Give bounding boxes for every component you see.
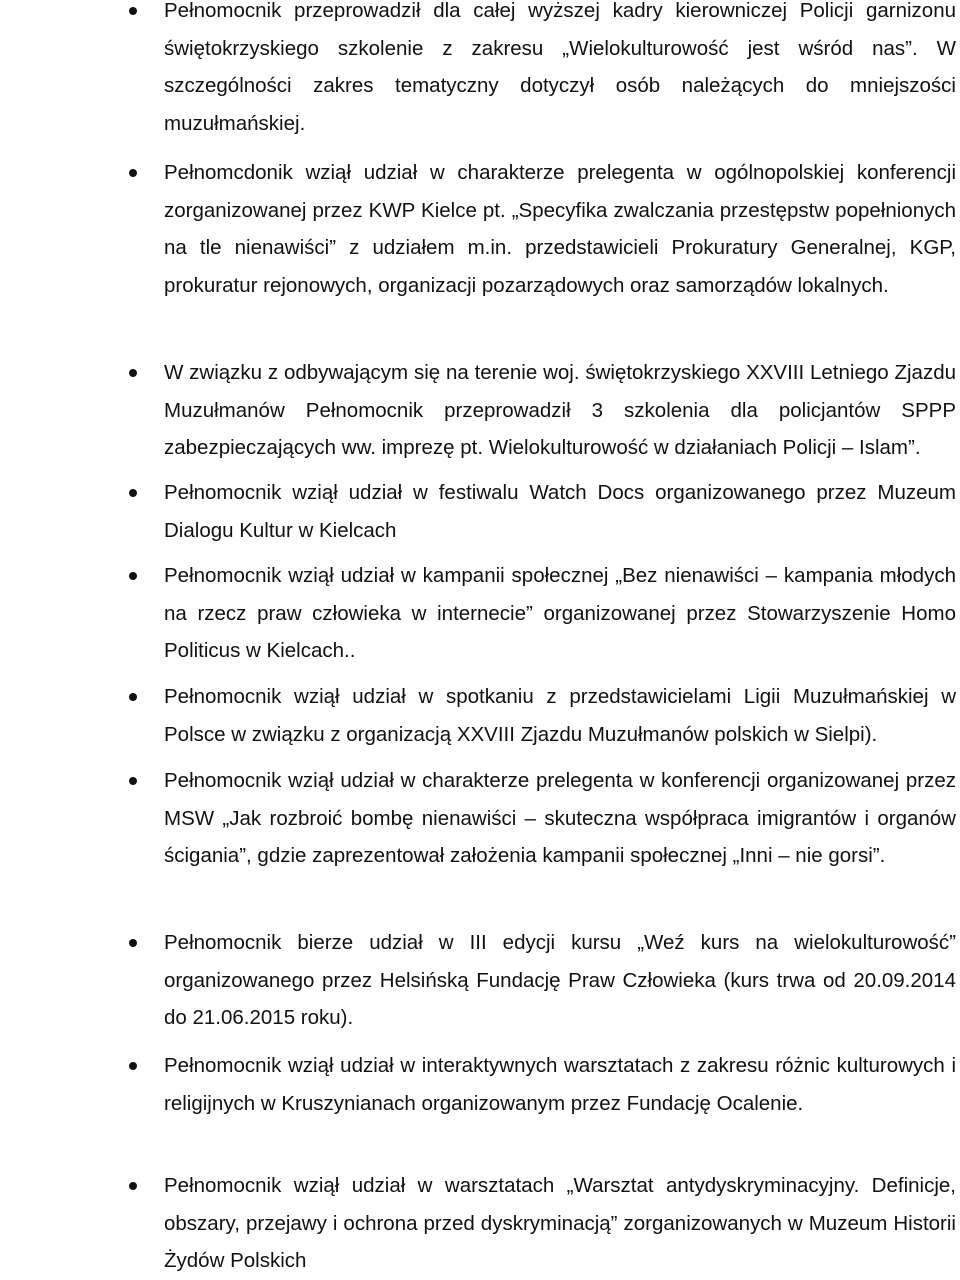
list-item-text: Pełnomocnik wziął udział w charakterze prelegenta w konferencji organizowanej przez MSW „Jak rozbroić bombę nienawiści – skuteczna współpraca imigrantów i organów ścigania”, gdzie zaprezentował założenia kampanii społecznej „Inni – nie gorsi”. [164, 769, 956, 867]
bullet-icon [129, 369, 137, 377]
list-item [164, 557, 956, 670]
list-item-text: Pełnomocnik bierze udział w III edycji kursu „Weź kurs na wielokulturowość” organizowanego przez Helsińską Fundację Praw Człowieka (kurs trwa od 20.09.2014 do 21.06.2015 roku). [164, 931, 956, 1029]
list-item-text: Pełnomocnik wziął udział w interaktywnych warsztatach z zakresu różnic kulturowych i religijnych w Kruszynianach organizowanym przez Fundację Ocalenie. [164, 1054, 956, 1115]
bullet-icon [129, 1182, 137, 1190]
bullet-icon [129, 693, 137, 701]
bullet-icon [129, 1062, 137, 1070]
bullet-icon [129, 7, 137, 15]
list-item-text: Pełnomcdonik wziął udział w charakterze prelegenta w ogólnopolskiej konferencji zorganizowanej przez KWP Kielce pt. „Specyfika zwalczania przestępstw popełnionych na tle nienawiści” z udziałem m.in. przedstawicieli Prokuratury Generalnej, KGP, prokuratur rejonowych, organizacji pozarządowych oraz samorządów lokalnych. [164, 161, 956, 297]
bullet-icon [129, 572, 137, 580]
list-item-text: W związku z odbywającym się na terenie woj. świętokrzyskiego XXVIII Letniego Zjazdu Muzułmanów Pełnomocnik przeprowadził 3 szkolenia dla policjantów SPPP zabezpieczających ww. imprezę pt. Wielokulturowość w działaniach Policji – Islam”. [164, 361, 956, 459]
list-item [164, 924, 956, 1037]
list-item-text: Pełnomocnik przeprowadził dla całej wyższej kadry kierowniczej Policji garnizonu świętokrzyskiego szkolenie z zakresu „Wielokulturowość jest wśród nas”. W szczególności zakres tematyczny dotyczył osób należących do mniejszości muzułmańskiej. [164, 0, 956, 135]
list-item-text: Pełnomocnik wziął udział w spotkaniu z przedstawicielami Ligii Muzułmańskiej w Polsce w związku z organizacją XXVIII Zjazdu Muzułmanów polskich w Sielpi). [164, 685, 956, 746]
list-item [164, 678, 956, 753]
list-item [164, 474, 956, 549]
list-item [164, 354, 956, 467]
bullet-icon [129, 169, 137, 177]
list-item-text: Pełnomocnik wziął udział w kampanii społecznej „Bez nienawiści – kampania młodych na rzecz praw człowieka w internecie” organizowanej przez Stowarzyszenie Homo Politicus w Kielcach.. [164, 564, 956, 662]
bullet-icon [129, 777, 137, 785]
list-item-text: Pełnomocnik wziął udział w festiwalu Watch Docs organizowanego przez Muzeum Dialogu Kultur w Kielcach [164, 481, 956, 542]
list-item [164, 154, 956, 304]
list-item [164, 1047, 956, 1122]
list-item [164, 0, 956, 142]
list-item-text: Pełnomocnik wziął udział w warsztatach „Warsztat antydyskryminacyjny. Definicje, obszary, przejawy i ochrona przed dyskryminacją” zorganizowanych w Muzeum Historii Żydów Polskich [164, 1174, 956, 1272]
list-item [164, 762, 956, 875]
bullet-icon [129, 939, 137, 947]
bullet-icon [129, 489, 137, 497]
list-item [164, 1167, 956, 1280]
